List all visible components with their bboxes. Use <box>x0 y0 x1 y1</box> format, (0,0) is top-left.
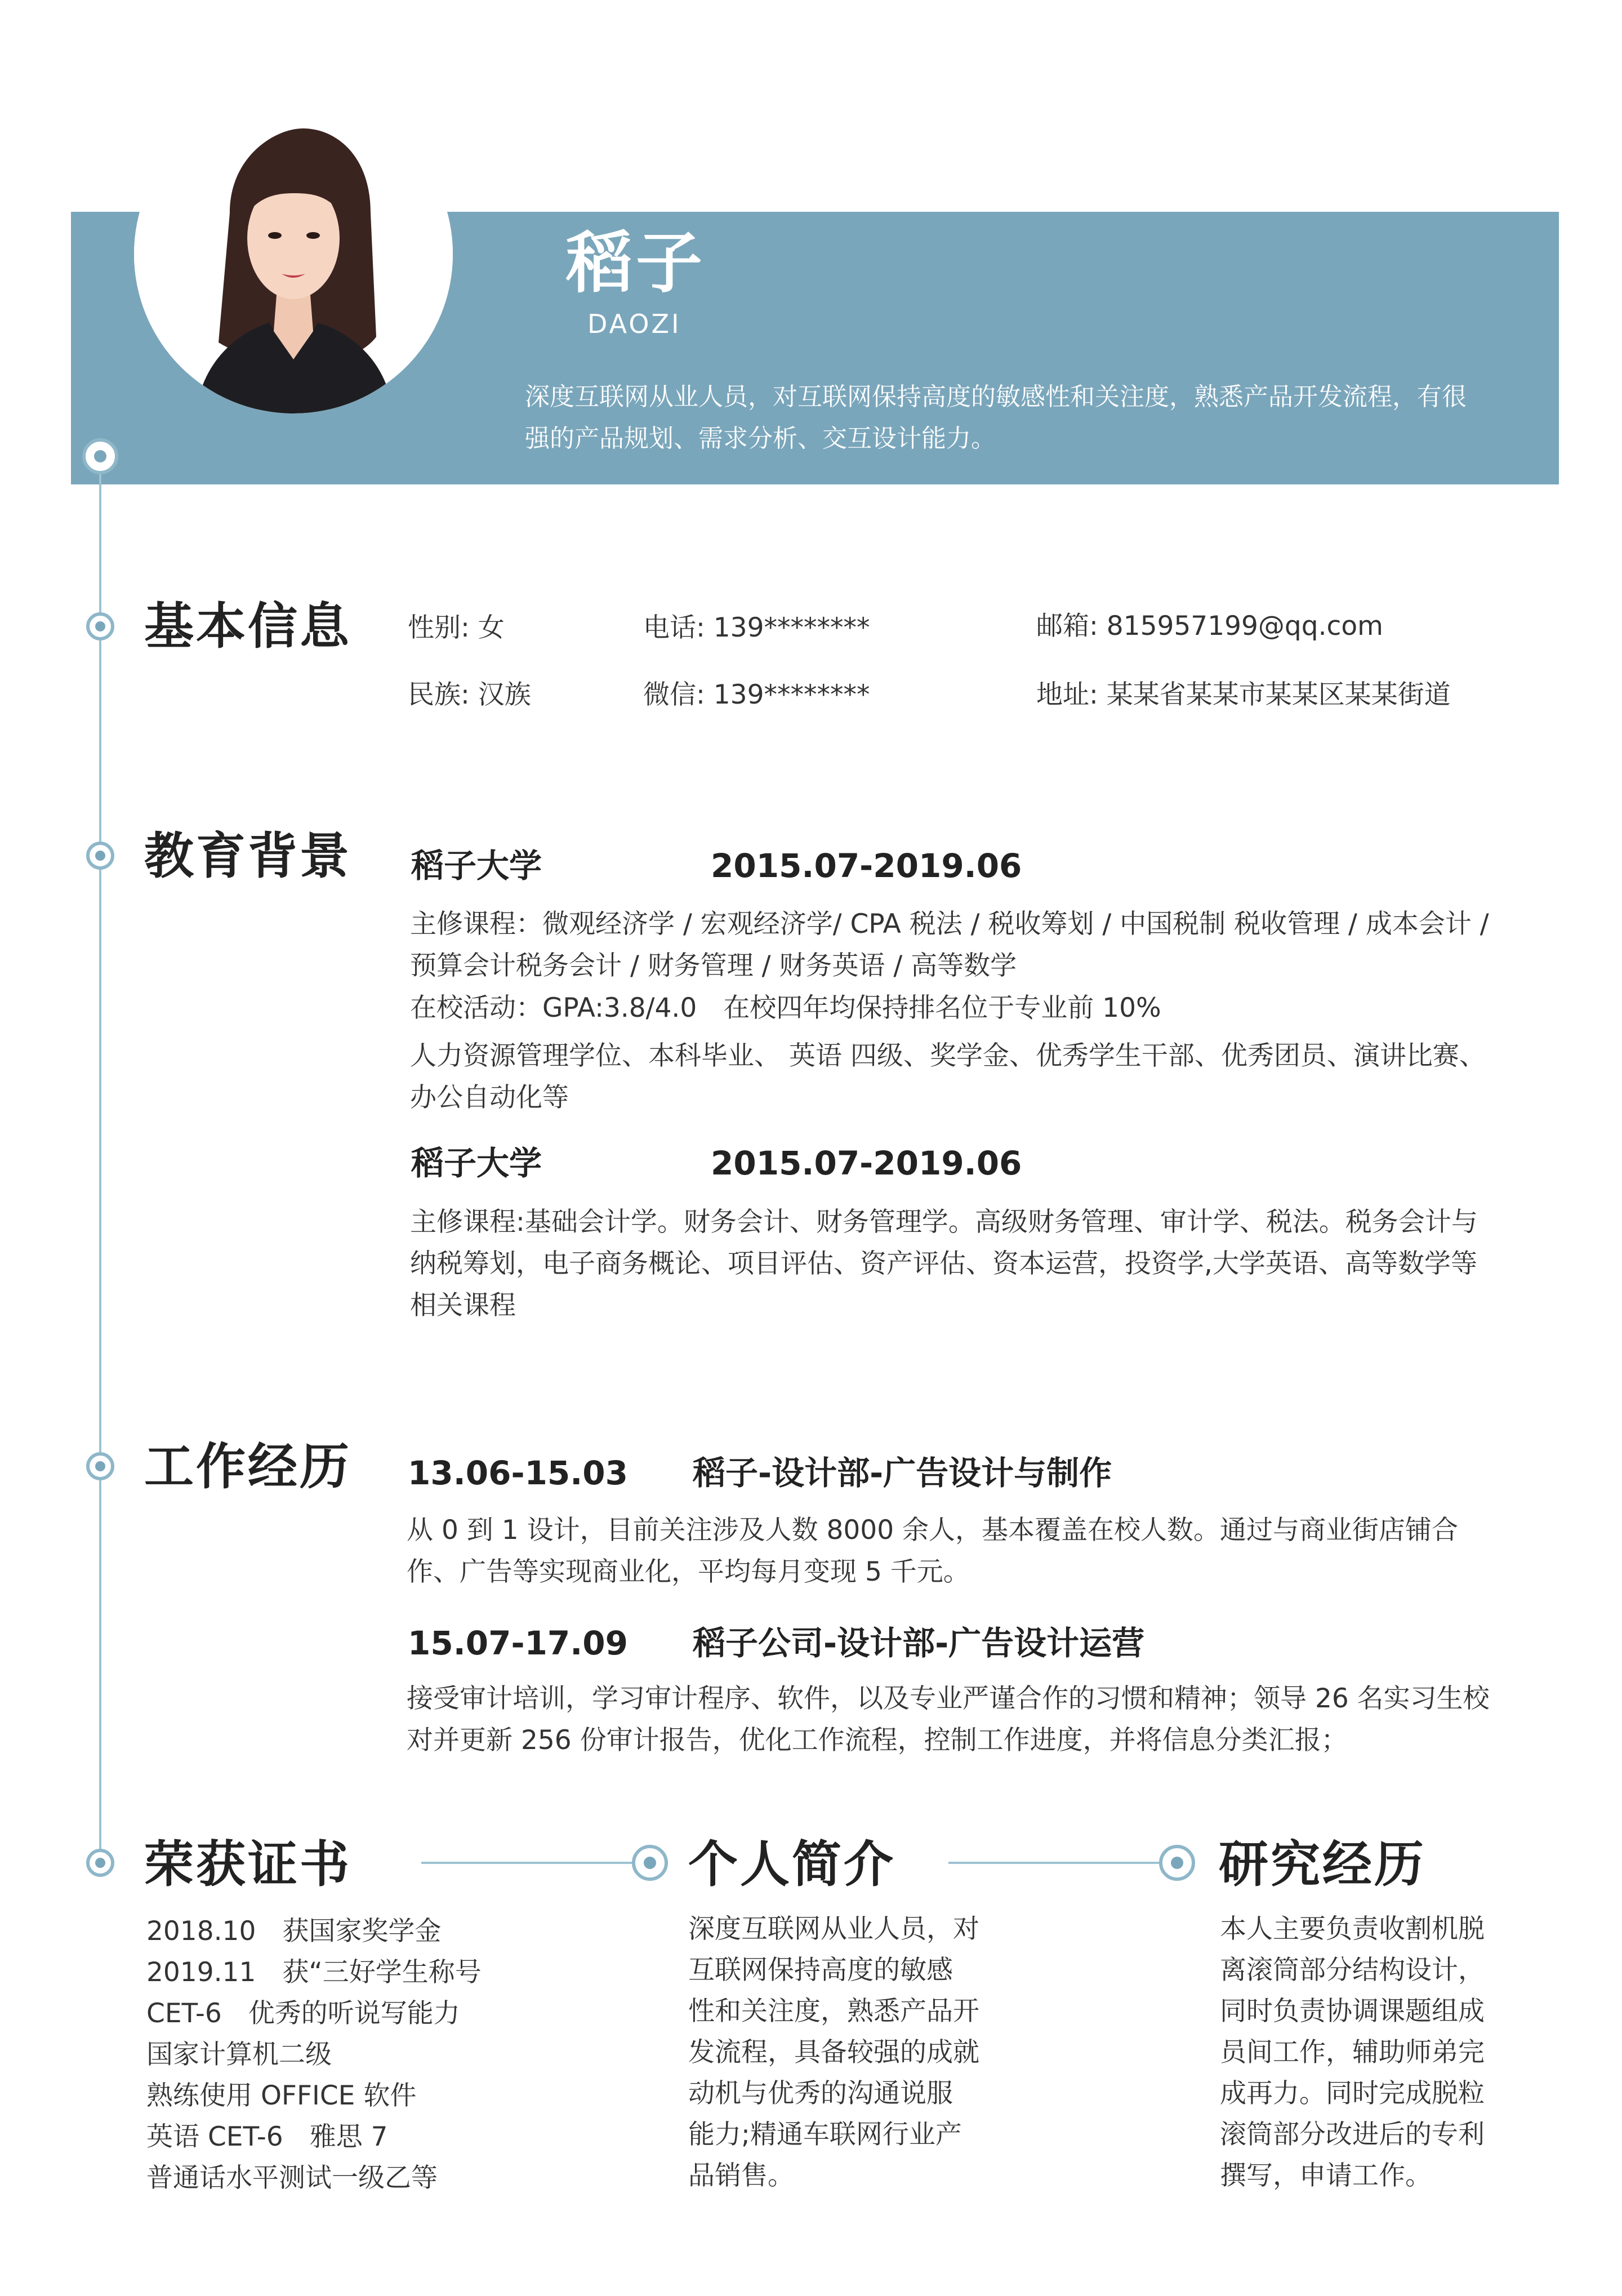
section-title-work: 工作经历 <box>144 1438 352 1496</box>
edu-period: 2015.07-2019.06 <box>711 1144 1022 1182</box>
work-desc: 从 0 到 1 设计，目前关注涉及人数 8000 余人，基本覆盖在校人数。通过与商业街店铺合作、广告等实现商业化，平均每月变现 5 千元。 <box>407 1515 1459 1587</box>
text-line: 成再力。同时完成脱粒 <box>1220 2078 1485 2109</box>
section-node-icon <box>1159 1845 1195 1881</box>
list-item: 英语 CET-6 雅思 7 <box>146 2121 388 2152</box>
text-line: 同时负责协调课题组成 <box>1220 1996 1485 2027</box>
text-line: 能力;精通车联网行业产 <box>688 2119 962 2150</box>
section-node-icon <box>86 842 114 870</box>
section-node-icon <box>632 1845 668 1881</box>
phone-field: 电话: 139******** <box>643 612 870 643</box>
section-title-research: 研究经历 <box>1219 1835 1427 1893</box>
text-line: 动机与优秀的沟通说服 <box>688 2078 953 2109</box>
profile-intro: 深度互联网从业人员，对互联网保持高度的敏感性和关注度，熟悉产品开发流程，有很强的产品规划、需求分析、交互设计能力。 <box>525 382 1467 453</box>
gender-field: 性别: 女 <box>408 612 505 643</box>
email-field: 邮箱: 815957199@qq.com <box>1036 611 1383 642</box>
text-line: 撰写，申请工作。 <box>1220 2160 1432 2191</box>
work-role: 稻子-设计部-广告设计与制作 <box>693 1454 1112 1492</box>
profile-photo <box>134 95 453 413</box>
section-node-icon <box>86 1452 114 1480</box>
text-line: 品销售。 <box>688 2160 794 2191</box>
connector-line <box>948 1862 1162 1864</box>
work-period: 13.06-15.03 <box>408 1454 628 1492</box>
timeline-top-node-icon <box>82 438 118 474</box>
list-item: 普通话水平测试一级乙等 <box>146 2162 438 2193</box>
text-line: 员间工作，辅助师弟完 <box>1220 2037 1485 2068</box>
section-node-icon <box>86 612 114 640</box>
section-node-icon <box>86 1849 114 1877</box>
text-line: 本人主要负责收割机脱 <box>1220 1914 1485 1945</box>
connector-line <box>421 1862 635 1864</box>
list-item: 熟练使用 OFFICE 软件 <box>146 2080 417 2111</box>
edu-school: 稻子大学 <box>411 847 542 885</box>
timeline-line <box>99 455 101 1863</box>
address-field: 地址: 某某省某某市某某区某某街道 <box>1036 679 1451 710</box>
text-line: 滚筒部分改进后的专利 <box>1220 2119 1485 2150</box>
section-title-profile: 个人简介 <box>688 1835 896 1893</box>
section-title-awards: 荣获证书 <box>144 1835 352 1893</box>
text-line: 离滚筒部分结构设计， <box>1220 1955 1485 1986</box>
text-line: 深度互联网从业人员，对 <box>688 1914 979 1945</box>
edu-period: 2015.07-2019.06 <box>711 847 1022 885</box>
work-period: 15.07-17.09 <box>408 1624 628 1662</box>
text-line: 互联网保持高度的敏感 <box>688 1955 953 1986</box>
profile-name-en: DAOZI <box>587 309 681 339</box>
edu-school: 稻子大学 <box>411 1144 542 1182</box>
work-role: 稻子公司-设计部-广告设计运营 <box>693 1624 1145 1662</box>
edu-courses: 主修课程:基础会计学。财务会计、财务管理学。高级财务管理、审计学、税法。税务会计与纳税筹划，电子商务概论、项目评估、资产评估、资本运营，投资学,大学英语、高等数学等相关课程 <box>410 1207 1478 1321</box>
profile-name: 稻子 <box>566 224 706 302</box>
edu-activities: 在校活动：GPA:3.8/4.0 在校四年均保持排名位于专业前 10% <box>410 993 1161 1024</box>
edu-honors: 人力资源管理学位、本科毕业、 英语 四级、奖学金、优秀学生干部、优秀团员、演讲比赛、办公自动化等 <box>410 1040 1486 1113</box>
ethnicity-field: 民族: 汉族 <box>408 679 531 710</box>
awards-list <box>146 1911 482 2199</box>
section-title-basic-info: 基本信息 <box>144 597 352 655</box>
text-line: 发流程，具备较强的成就 <box>688 2037 979 2068</box>
list-item: CET-6 优秀的听说写能力 <box>146 1998 460 2029</box>
text-line: 性和关注度，熟悉产品开 <box>688 1996 979 2027</box>
profile-text <box>688 1908 979 2196</box>
work-desc: 接受审计培训，学习审计程序、软件，以及专业严谨合作的习惯和精神；领导 26 名实习生校对并更新 256 份审计报告，优化工作流程，控制工作进度，并将信息分类汇报； <box>407 1683 1490 1756</box>
list-item: 2019.11 获“三好学生称号 <box>146 1957 482 1988</box>
edu-courses: 主修课程：微观经济学 / 宏观经济学/ CPA 税法 / 税收筹划 / 中国税制 税收管理 / 成本会计 / 预算会计税务会计 / 财务管理 / 财务英语 / 高等数学 <box>410 909 1489 981</box>
wechat-field: 微信: 139******** <box>643 679 870 710</box>
list-item: 2018.10 获国家奖学金 <box>146 1916 442 1947</box>
research-text <box>1220 1908 1485 2196</box>
list-item: 国家计算机二级 <box>146 2039 332 2070</box>
section-title-education: 教育背景 <box>144 827 352 885</box>
